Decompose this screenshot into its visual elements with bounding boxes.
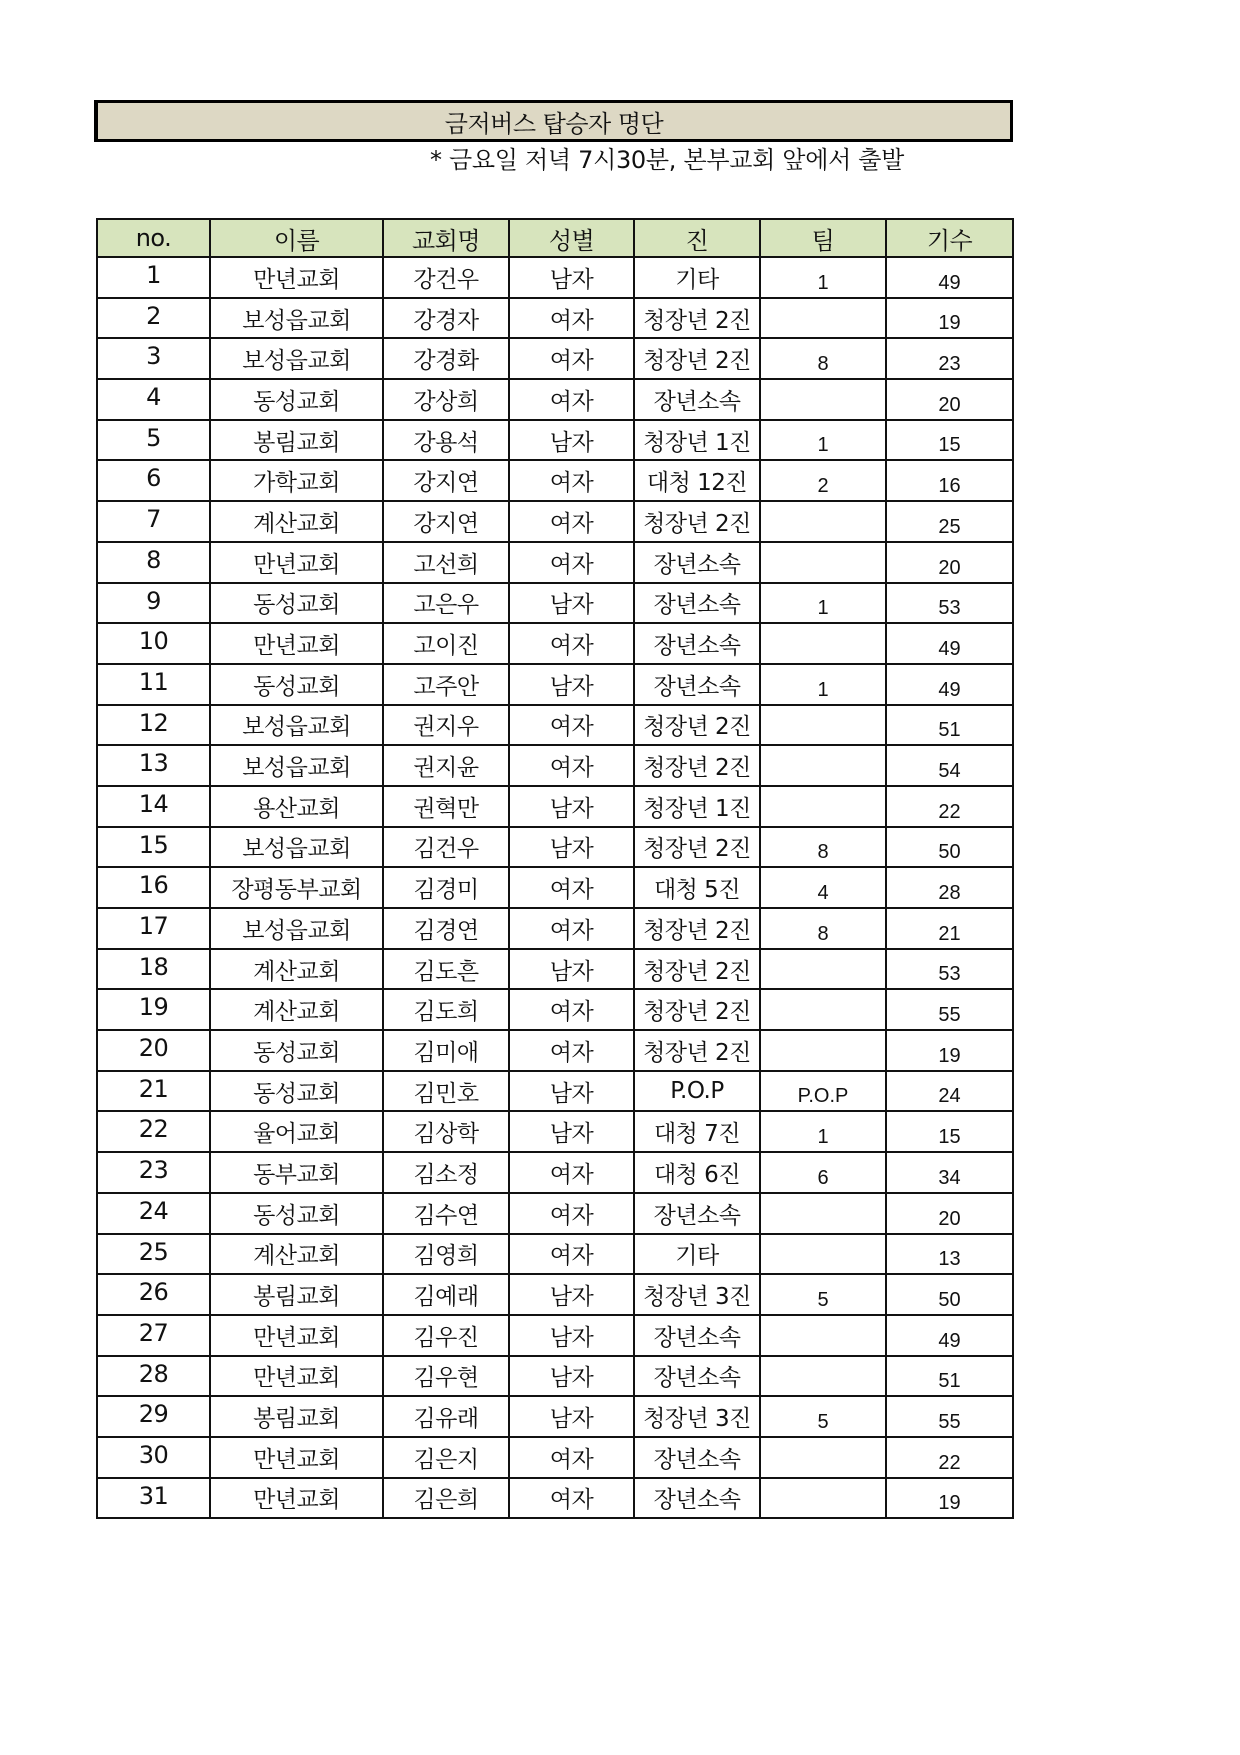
- cell-jin: 청장년 2진: [634, 338, 760, 379]
- cell-jin: 대청 5진: [634, 867, 760, 908]
- cell-team: 2: [760, 460, 886, 501]
- cell-gender: 여자: [509, 1437, 634, 1478]
- cell-gender: 여자: [509, 989, 634, 1030]
- cell-gender: 여자: [509, 1030, 634, 1071]
- cell-jin: 청장년 2진: [634, 989, 760, 1030]
- cell-no: 3: [97, 338, 210, 379]
- cell-team: [760, 501, 886, 542]
- cell-church: 강경화: [383, 338, 509, 379]
- cell-gender: 여자: [509, 379, 634, 420]
- table-row: [97, 1478, 1013, 1519]
- cell-jin: 장년소속: [634, 583, 760, 624]
- table-row: [97, 1274, 1013, 1315]
- table-row: [97, 583, 1013, 624]
- table-row: [97, 298, 1013, 339]
- cell-no: 22: [97, 1111, 210, 1152]
- cell-gender: 여자: [509, 908, 634, 949]
- cell-gender: 여자: [509, 1478, 634, 1519]
- cell-gender: 남자: [509, 1274, 634, 1315]
- cell-gender: 남자: [509, 1071, 634, 1112]
- cell-jin: 장년소속: [634, 664, 760, 705]
- cell-gisu: 22: [886, 786, 1013, 827]
- cell-no: 8: [97, 542, 210, 583]
- cell-name: 장평동부교회: [210, 867, 383, 908]
- cell-team: [760, 623, 886, 664]
- cell-no: 30: [97, 1437, 210, 1478]
- cell-no: 29: [97, 1396, 210, 1437]
- cell-no: 5: [97, 420, 210, 461]
- cell-name: 용산교회: [210, 786, 383, 827]
- cell-jin: 청장년 1진: [634, 420, 760, 461]
- table-row: [97, 705, 1013, 746]
- cell-gisu: 15: [886, 1111, 1013, 1152]
- cell-name: 보성읍교회: [210, 298, 383, 339]
- cell-name: 가학교회: [210, 460, 383, 501]
- cell-jin: 기타: [634, 257, 760, 298]
- cell-team: 1: [760, 257, 886, 298]
- cell-no: 25: [97, 1234, 210, 1275]
- cell-gisu: 22: [886, 1437, 1013, 1478]
- cell-church: 김은희: [383, 1478, 509, 1519]
- cell-name: 봉림교회: [210, 1274, 383, 1315]
- departure-note: * 금요일 저녁 7시30분, 본부교회 앞에서 출발: [430, 146, 905, 174]
- table-row: [97, 501, 1013, 542]
- cell-team: 1: [760, 1111, 886, 1152]
- cell-gisu: 50: [886, 1274, 1013, 1315]
- cell-name: 봉림교회: [210, 420, 383, 461]
- cell-team: [760, 298, 886, 339]
- cell-church: 강지연: [383, 460, 509, 501]
- cell-gisu: 49: [886, 1315, 1013, 1356]
- cell-jin: 청장년 2진: [634, 745, 760, 786]
- cell-church: 김건우: [383, 827, 509, 868]
- cell-team: [760, 949, 886, 990]
- cell-gisu: 49: [886, 257, 1013, 298]
- cell-church: 김도흔: [383, 949, 509, 990]
- cell-gisu: 19: [886, 1030, 1013, 1071]
- cell-team: [760, 1315, 886, 1356]
- cell-no: 13: [97, 745, 210, 786]
- cell-gisu: 23: [886, 338, 1013, 379]
- cell-no: 1: [97, 257, 210, 298]
- cell-name: 만년교회: [210, 1315, 383, 1356]
- cell-gisu: 50: [886, 827, 1013, 868]
- cell-no: 26: [97, 1274, 210, 1315]
- cell-gisu: 28: [886, 867, 1013, 908]
- cell-gender: 남자: [509, 1356, 634, 1397]
- cell-team: 5: [760, 1274, 886, 1315]
- cell-gender: 여자: [509, 623, 634, 664]
- column-header-jin: 진: [634, 219, 760, 257]
- cell-church: 강용석: [383, 420, 509, 461]
- cell-gisu: 25: [886, 501, 1013, 542]
- cell-team: [760, 1193, 886, 1234]
- cell-gisu: 13: [886, 1234, 1013, 1275]
- cell-no: 20: [97, 1030, 210, 1071]
- cell-church: 김도희: [383, 989, 509, 1030]
- cell-gisu: 15: [886, 420, 1013, 461]
- cell-team: [760, 1030, 886, 1071]
- cell-jin: P.O.P: [634, 1071, 760, 1112]
- cell-church: 권혁만: [383, 786, 509, 827]
- cell-no: 2: [97, 298, 210, 339]
- column-header-gender: 성별: [509, 219, 634, 257]
- table-row: [97, 1030, 1013, 1071]
- cell-gender: 남자: [509, 583, 634, 624]
- cell-jin: 청장년 2진: [634, 827, 760, 868]
- cell-gender: 남자: [509, 664, 634, 705]
- table-row: [97, 420, 1013, 461]
- cell-no: 16: [97, 867, 210, 908]
- cell-gisu: 20: [886, 1193, 1013, 1234]
- cell-name: 동성교회: [210, 379, 383, 420]
- cell-name: 만년교회: [210, 623, 383, 664]
- table-row: [97, 460, 1013, 501]
- cell-jin: 청장년 2진: [634, 949, 760, 990]
- cell-church: 강경자: [383, 298, 509, 339]
- table-row: [97, 949, 1013, 990]
- cell-gisu: 51: [886, 705, 1013, 746]
- cell-church: 김우진: [383, 1315, 509, 1356]
- cell-team: 1: [760, 420, 886, 461]
- cell-no: 28: [97, 1356, 210, 1397]
- cell-jin: 청장년 2진: [634, 298, 760, 339]
- cell-gisu: 49: [886, 623, 1013, 664]
- cell-no: 11: [97, 664, 210, 705]
- cell-church: 강상희: [383, 379, 509, 420]
- cell-church: 고은우: [383, 583, 509, 624]
- cell-team: P.O.P: [760, 1071, 886, 1112]
- cell-gender: 남자: [509, 1315, 634, 1356]
- cell-team: [760, 786, 886, 827]
- cell-team: [760, 1356, 886, 1397]
- cell-team: 6: [760, 1152, 886, 1193]
- cell-no: 21: [97, 1071, 210, 1112]
- table-row: [97, 1234, 1013, 1275]
- cell-church: 김유래: [383, 1396, 509, 1437]
- cell-gisu: 16: [886, 460, 1013, 501]
- cell-name: 동부교회: [210, 1152, 383, 1193]
- cell-jin: 장년소속: [634, 1437, 760, 1478]
- cell-no: 31: [97, 1478, 210, 1519]
- cell-gender: 남자: [509, 827, 634, 868]
- cell-gisu: 19: [886, 298, 1013, 339]
- cell-team: [760, 745, 886, 786]
- table-row: [97, 786, 1013, 827]
- cell-gender: 여자: [509, 542, 634, 583]
- table-body: [97, 257, 1013, 1518]
- cell-church: 강건우: [383, 257, 509, 298]
- cell-no: 4: [97, 379, 210, 420]
- cell-gender: 남자: [509, 949, 634, 990]
- cell-name: 계산교회: [210, 1234, 383, 1275]
- cell-gisu: 51: [886, 1356, 1013, 1397]
- column-header-gisu: 기수: [886, 219, 1013, 257]
- cell-church: 권지우: [383, 705, 509, 746]
- cell-no: 6: [97, 460, 210, 501]
- cell-team: [760, 705, 886, 746]
- cell-name: 계산교회: [210, 501, 383, 542]
- cell-name: 보성읍교회: [210, 827, 383, 868]
- cell-church: 김영희: [383, 1234, 509, 1275]
- cell-name: 보성읍교회: [210, 745, 383, 786]
- table-row: [97, 1193, 1013, 1234]
- document-title: [94, 100, 1013, 142]
- cell-church: 권지윤: [383, 745, 509, 786]
- cell-jin: 청장년 2진: [634, 705, 760, 746]
- cell-team: 8: [760, 338, 886, 379]
- cell-name: 봉림교회: [210, 1396, 383, 1437]
- table-row: [97, 827, 1013, 868]
- cell-jin: 장년소속: [634, 623, 760, 664]
- cell-church: 김민호: [383, 1071, 509, 1112]
- table-row: [97, 1315, 1013, 1356]
- cell-church: 김예래: [383, 1274, 509, 1315]
- table-row: [97, 379, 1013, 420]
- cell-gender: 남자: [509, 1111, 634, 1152]
- cell-team: 1: [760, 664, 886, 705]
- cell-team: 5: [760, 1396, 886, 1437]
- cell-gisu: 34: [886, 1152, 1013, 1193]
- cell-jin: 대청 12진: [634, 460, 760, 501]
- cell-jin: 장년소속: [634, 1356, 760, 1397]
- table-row: [97, 1152, 1013, 1193]
- table-header-row: [97, 219, 1013, 257]
- cell-name: 만년교회: [210, 1356, 383, 1397]
- cell-team: 4: [760, 867, 886, 908]
- cell-gender: 여자: [509, 298, 634, 339]
- cell-no: 15: [97, 827, 210, 868]
- cell-gisu: 49: [886, 664, 1013, 705]
- cell-church: 김상학: [383, 1111, 509, 1152]
- cell-no: 19: [97, 989, 210, 1030]
- cell-team: [760, 1478, 886, 1519]
- cell-gisu: 54: [886, 745, 1013, 786]
- cell-church: 김은지: [383, 1437, 509, 1478]
- table-row: [97, 1111, 1013, 1152]
- cell-church: 고주안: [383, 664, 509, 705]
- cell-no: 12: [97, 705, 210, 746]
- cell-church: 강지연: [383, 501, 509, 542]
- cell-name: 만년교회: [210, 1478, 383, 1519]
- cell-jin: 장년소속: [634, 379, 760, 420]
- cell-name: 동성교회: [210, 664, 383, 705]
- cell-gender: 남자: [509, 257, 634, 298]
- cell-church: 김경연: [383, 908, 509, 949]
- cell-name: 만년교회: [210, 257, 383, 298]
- cell-church: 김소정: [383, 1152, 509, 1193]
- table-row: [97, 542, 1013, 583]
- cell-name: 만년교회: [210, 542, 383, 583]
- cell-team: [760, 989, 886, 1030]
- table-row: [97, 257, 1013, 298]
- cell-gender: 여자: [509, 501, 634, 542]
- cell-no: 23: [97, 1152, 210, 1193]
- cell-team: [760, 1234, 886, 1275]
- cell-name: 동성교회: [210, 583, 383, 624]
- table-row: [97, 1396, 1013, 1437]
- cell-team: [760, 542, 886, 583]
- cell-no: 18: [97, 949, 210, 990]
- table-row: [97, 1356, 1013, 1397]
- cell-name: 보성읍교회: [210, 908, 383, 949]
- cell-gisu: 53: [886, 949, 1013, 990]
- cell-jin: 장년소속: [634, 542, 760, 583]
- table-row: [97, 623, 1013, 664]
- cell-jin: 대청 7진: [634, 1111, 760, 1152]
- cell-jin: 장년소속: [634, 1478, 760, 1519]
- cell-name: 만년교회: [210, 1437, 383, 1478]
- cell-no: 10: [97, 623, 210, 664]
- cell-gisu: 55: [886, 1396, 1013, 1437]
- cell-team: [760, 1437, 886, 1478]
- cell-gisu: 55: [886, 989, 1013, 1030]
- table-row: [97, 338, 1013, 379]
- cell-church: 고이진: [383, 623, 509, 664]
- table-row: [97, 1437, 1013, 1478]
- cell-gender: 여자: [509, 1193, 634, 1234]
- column-header-team: 팀: [760, 219, 886, 257]
- cell-gender: 여자: [509, 1152, 634, 1193]
- cell-name: 보성읍교회: [210, 705, 383, 746]
- cell-no: 7: [97, 501, 210, 542]
- cell-team: [760, 379, 886, 420]
- cell-jin: 청장년 3진: [634, 1396, 760, 1437]
- table-row: [97, 1071, 1013, 1112]
- cell-team: 8: [760, 908, 886, 949]
- cell-gisu: 24: [886, 1071, 1013, 1112]
- cell-gender: 여자: [509, 1234, 634, 1275]
- cell-jin: 청장년 2진: [634, 908, 760, 949]
- cell-church: 고선희: [383, 542, 509, 583]
- cell-no: 14: [97, 786, 210, 827]
- cell-name: 계산교회: [210, 989, 383, 1030]
- cell-jin: 청장년 1진: [634, 786, 760, 827]
- cell-gender: 여자: [509, 745, 634, 786]
- cell-no: 17: [97, 908, 210, 949]
- cell-jin: 장년소속: [634, 1193, 760, 1234]
- cell-gender: 남자: [509, 786, 634, 827]
- cell-team: 1: [760, 583, 886, 624]
- cell-name: 동성교회: [210, 1030, 383, 1071]
- cell-gisu: 53: [886, 583, 1013, 624]
- cell-gender: 여자: [509, 460, 634, 501]
- cell-gender: 여자: [509, 705, 634, 746]
- cell-name: 보성읍교회: [210, 338, 383, 379]
- cell-church: 김우현: [383, 1356, 509, 1397]
- cell-jin: 청장년 2진: [634, 1030, 760, 1071]
- cell-jin: 장년소속: [634, 1315, 760, 1356]
- cell-jin: 청장년 3진: [634, 1274, 760, 1315]
- table-row: [97, 867, 1013, 908]
- cell-no: 27: [97, 1315, 210, 1356]
- column-header-church: 교회명: [383, 219, 509, 257]
- cell-jin: 기타: [634, 1234, 760, 1275]
- cell-no: 24: [97, 1193, 210, 1234]
- table-row: [97, 664, 1013, 705]
- table-row: [97, 989, 1013, 1030]
- cell-team: 8: [760, 827, 886, 868]
- table-row: [97, 908, 1013, 949]
- cell-no: 9: [97, 583, 210, 624]
- cell-church: 김미애: [383, 1030, 509, 1071]
- cell-gisu: 20: [886, 379, 1013, 420]
- cell-gisu: 19: [886, 1478, 1013, 1519]
- cell-gisu: 21: [886, 908, 1013, 949]
- document-title-text: 금저버스 탑승자 명단: [444, 109, 664, 138]
- cell-gisu: 20: [886, 542, 1013, 583]
- cell-gender: 남자: [509, 420, 634, 461]
- table-row: [97, 745, 1013, 786]
- column-header-no: no.: [97, 219, 210, 257]
- cell-gender: 남자: [509, 1396, 634, 1437]
- column-header-name: 이름: [210, 219, 383, 257]
- cell-gender: 여자: [509, 338, 634, 379]
- cell-church: 김수연: [383, 1193, 509, 1234]
- passenger-table: [96, 218, 1014, 1519]
- cell-jin: 대청 6진: [634, 1152, 760, 1193]
- cell-name: 계산교회: [210, 949, 383, 990]
- cell-name: 율어교회: [210, 1111, 383, 1152]
- cell-name: 동성교회: [210, 1193, 383, 1234]
- cell-gender: 여자: [509, 867, 634, 908]
- cell-name: 동성교회: [210, 1071, 383, 1112]
- cell-jin: 청장년 2진: [634, 501, 760, 542]
- cell-church: 김경미: [383, 867, 509, 908]
